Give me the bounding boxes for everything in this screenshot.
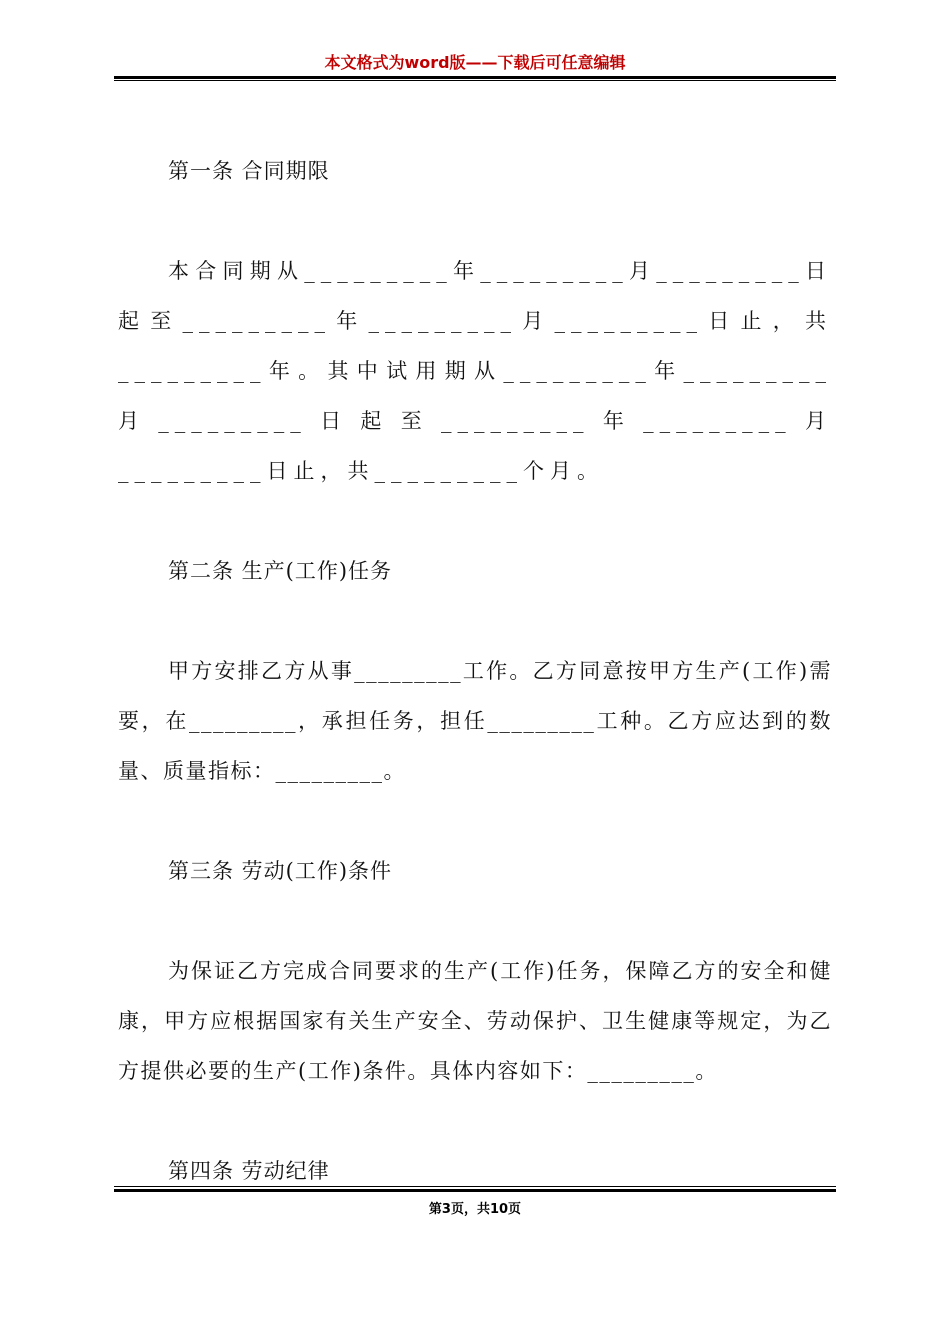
header-rule-thick: [114, 76, 836, 79]
footer-rule-thin: [114, 1186, 836, 1187]
section-2-paragraph: 甲方安排乙方从事_________工作。乙方同意按甲方生产(工作)需要，在_________，承担任务，担任_________工种。乙方应达到的数量、质量指标：_________。: [118, 659, 832, 783]
document-body: [118, 146, 832, 1196]
page-number: 第3页，共10页: [428, 1202, 522, 1217]
section-4-heading: 第四条 劳动纪律: [168, 1159, 330, 1183]
section-1-heading: 第一条 合同期限: [168, 159, 330, 183]
section-2-heading: 第二条 生产(工作)任务: [168, 559, 393, 583]
header-rule-thin: [114, 80, 836, 81]
section-1-paragraph: 本合同期从_________年_________月_________日起至_________年_________月_________日止，共_________年。其中试用期从_________年_________月_________日起至_________年_________月_________日止，共_________个月。: [118, 259, 832, 483]
section-3-paragraph: 为保证乙方完成合同要求的生产(工作)任务，保障乙方的安全和健康，甲方应根据国家有关生产安全、劳动保护、卫生健康等规定，为乙方提供必要的生产(工作)条件。具体内容如下：_________。: [118, 959, 832, 1083]
footer-rule-thick: [114, 1189, 836, 1192]
header-banner: 本文格式为word版——下载后可任意编辑: [324, 53, 626, 72]
section-3-heading: 第三条 劳动(工作)条件: [168, 859, 393, 883]
